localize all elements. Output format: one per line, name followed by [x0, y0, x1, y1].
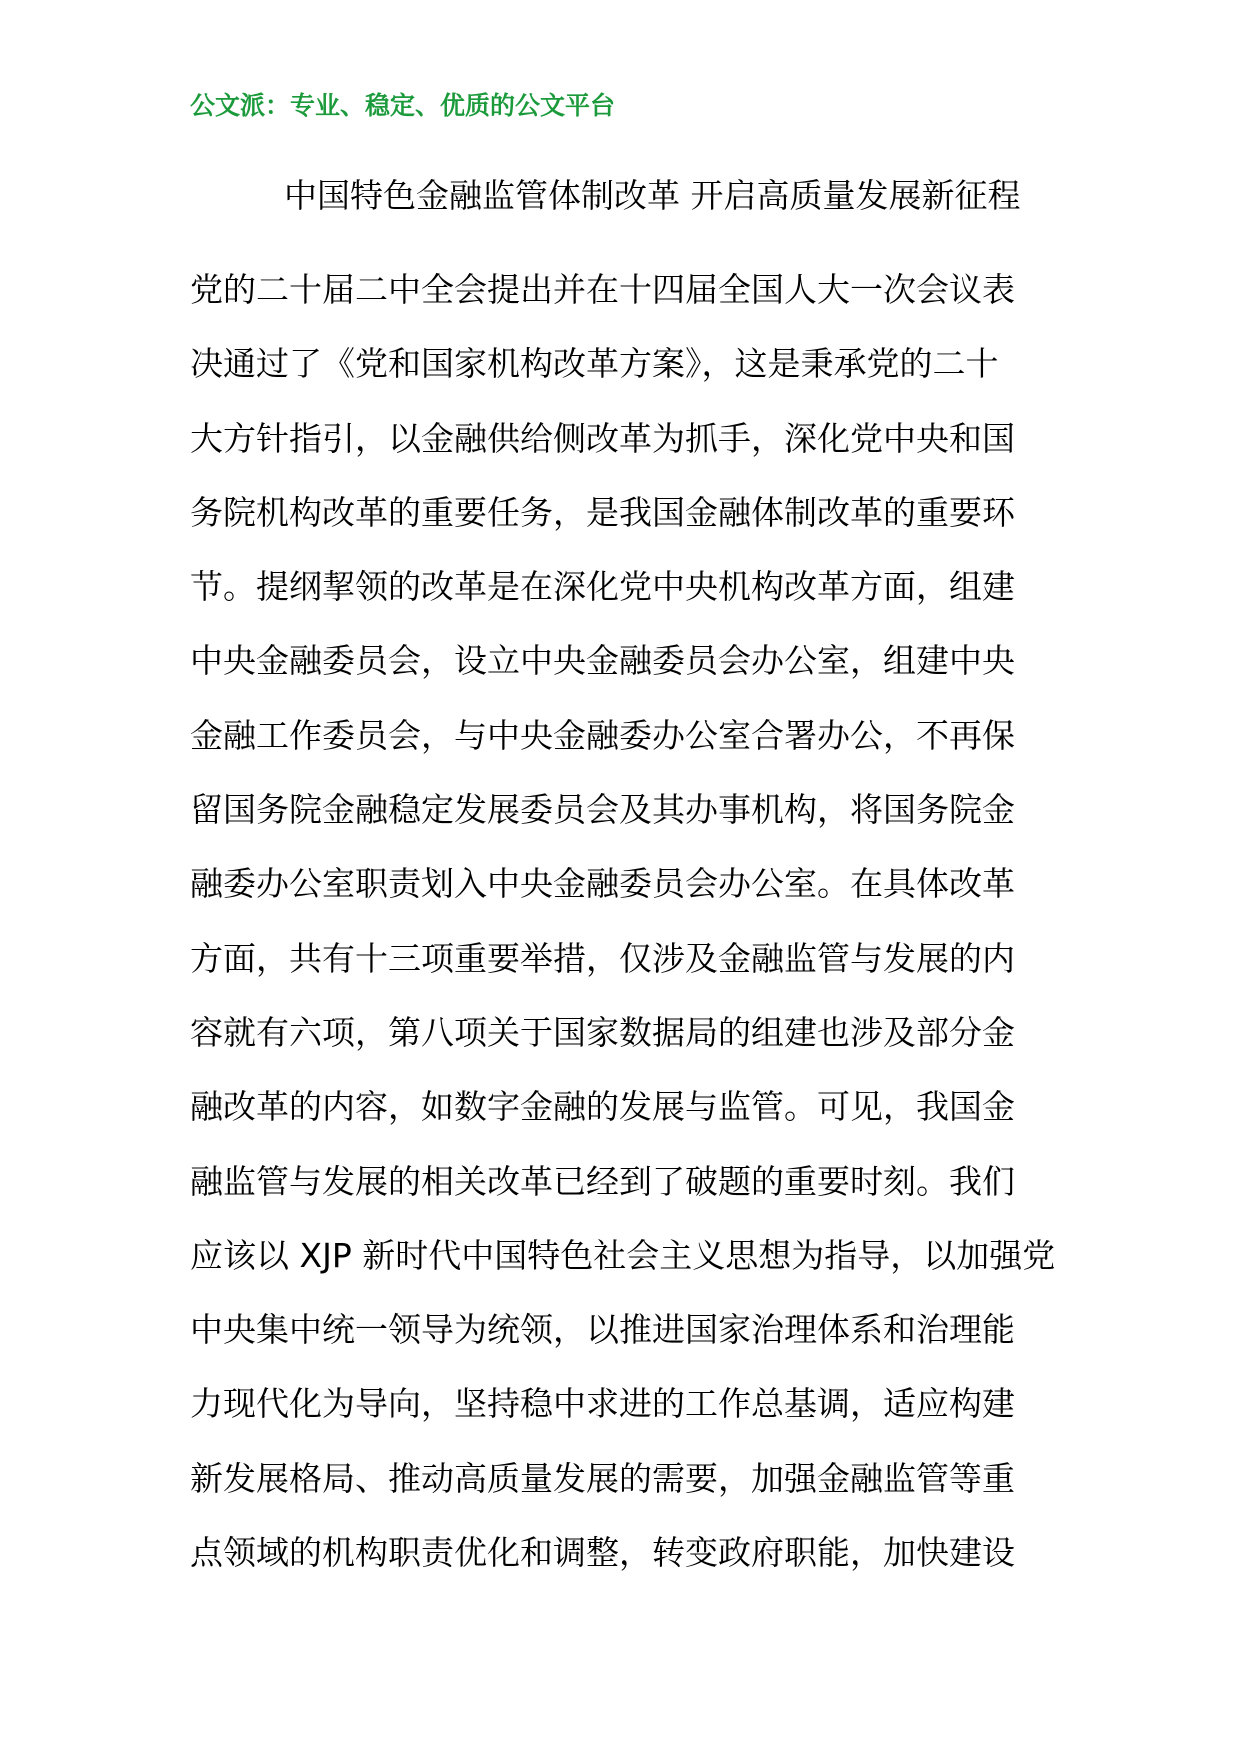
body-line: 方面，共有十三项重要举措，仅涉及金融监管与发展的内 [190, 938, 1015, 978]
site-header: 公文派：专业、稳定、优质的公文平台 [190, 91, 616, 120]
body-line: 应该以 XJP 新时代中国特色社会主义思想为指导，以加强党 [190, 1235, 1056, 1275]
body-line: 务院机构改革的重要任务，是我国金融体制改革的重要环 [190, 492, 1015, 532]
body-line: 大方针指引，以金融供给侧改革为抓手，深化党中央和国 [190, 418, 1015, 458]
body-line: 点领域的机构职责优化和调整，转变政府职能，加快建设 [190, 1533, 1015, 1573]
body-line: 新发展格局、推动高质量发展的需要，加强金融监管等重 [190, 1458, 1015, 1498]
body-line: 留国务院金融稳定发展委员会及其办事机构，将国务院金 [190, 790, 1015, 830]
body-line: 决通过了《党和国家机构改革方案》，这是秉承党的二十 [190, 344, 999, 384]
body-line: 力现代化为导向，坚持稳中求进的工作总基调，适应构建 [190, 1384, 1015, 1424]
body-line: 融监管与发展的相关改革已经到了破题的重要时刻。我们 [190, 1161, 1015, 1201]
document-title: 中国特色金融监管体制改革 开启高质量发展新征程 [284, 176, 1021, 215]
body-line: 融委办公室职责划入中央金融委员会办公室。在具体改革 [190, 864, 1015, 904]
body-line: 中央集中统一领导为统领，以推进国家治理体系和治理能 [190, 1310, 1015, 1350]
body-line: 容就有六项，第八项关于国家数据局的组建也涉及部分金 [190, 1012, 1015, 1052]
body-line: 中央金融委员会，设立中央金融委员会办公室，组建中央 [190, 641, 1015, 681]
body-line: 节。提纲挈领的改革是在深化党中央机构改革方面，组建 [190, 567, 1015, 607]
document-body [190, 266, 1070, 1603]
body-line: 金融工作委员会，与中央金融委办公室合署办公，不再保 [190, 715, 1015, 755]
body-line: 融改革的内容，如数字金融的发展与监管。可见，我国金 [190, 1087, 1015, 1127]
body-line: 党的二十届二中全会提出并在十四届全国人大一次会议表 [190, 270, 1015, 309]
